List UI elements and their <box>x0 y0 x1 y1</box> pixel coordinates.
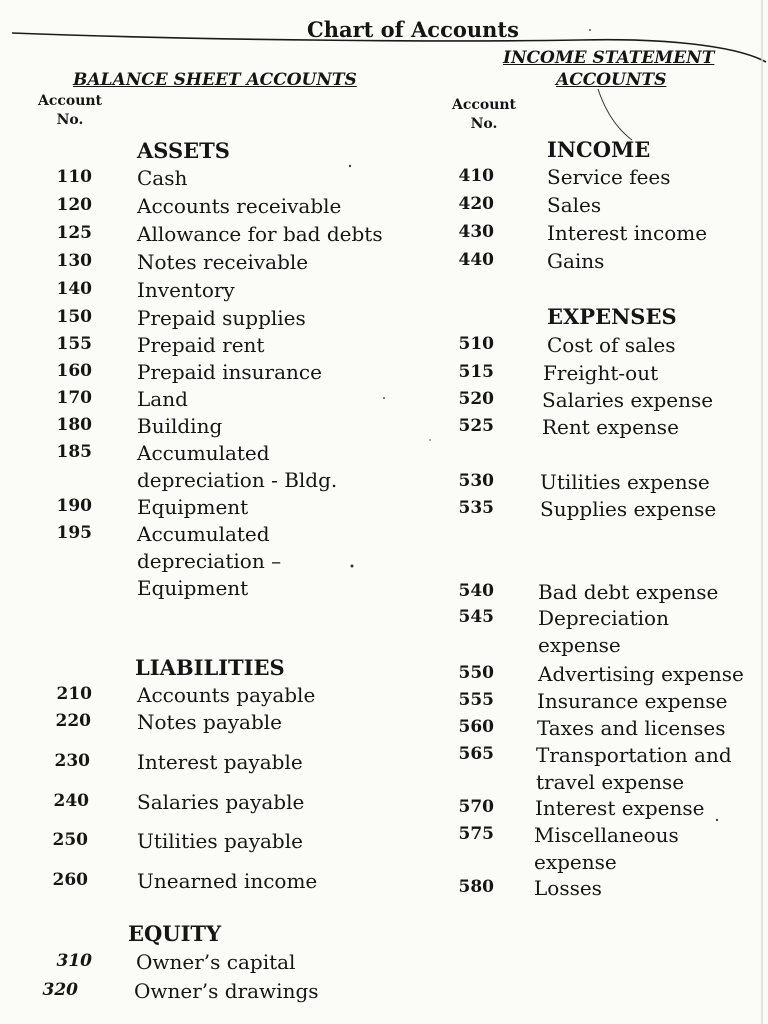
account-name: Prepaid supplies <box>137 306 306 330</box>
account-name: Cash <box>137 166 188 190</box>
account-name: Notes receivable <box>137 250 309 274</box>
section-heading-assets: ASSETS <box>137 138 230 163</box>
account-name: expense <box>538 633 621 657</box>
account-name: travel expense <box>536 770 685 794</box>
account-number: 420 <box>458 194 494 214</box>
account-name: Utilities expense <box>540 470 710 494</box>
account-number: 570 <box>458 797 494 817</box>
account-name: depreciation – <box>137 549 282 573</box>
account-number: 125 <box>56 223 92 243</box>
account-name: Owner’s capital <box>136 950 296 974</box>
account-name: Supplies expense <box>540 497 717 521</box>
account-name: Salaries payable <box>137 790 305 814</box>
account-number: 230 <box>54 751 90 771</box>
account-name: Accounts receivable <box>137 194 342 218</box>
account-number: 110 <box>56 167 92 187</box>
account-number: 185 <box>56 442 92 462</box>
account-number: 540 <box>458 581 494 601</box>
account-number: 310 <box>56 951 92 971</box>
account-number: 260 <box>52 870 88 890</box>
account-number: 520 <box>458 389 494 409</box>
account-number: 560 <box>458 717 494 737</box>
account-name: Inventory <box>137 278 235 302</box>
income-statement-heading-line-2: ACCOUNTS <box>556 70 667 90</box>
account-name: Sales <box>547 193 602 217</box>
account-number: 565 <box>458 744 494 764</box>
account-header-line: Account <box>451 97 517 113</box>
account-number: 550 <box>458 663 494 683</box>
account-number: 140 <box>56 279 92 299</box>
account-number: 535 <box>458 498 494 518</box>
account-number: 575 <box>458 824 494 844</box>
account-number: 440 <box>458 250 494 270</box>
account-number: 160 <box>56 361 92 381</box>
account-number: 240 <box>53 791 89 811</box>
account-header-line: Account <box>37 93 103 109</box>
account-name: Prepaid rent <box>137 333 265 357</box>
account-number: 410 <box>458 166 494 186</box>
account-name: Rent expense <box>542 415 679 439</box>
account-number: 150 <box>56 307 92 327</box>
section-heading-expenses: EXPENSES <box>547 304 677 329</box>
account-name: expense <box>534 850 617 874</box>
account-name: Prepaid insurance <box>137 360 322 384</box>
account-name: Losses <box>534 876 602 900</box>
account-number: 120 <box>56 195 92 215</box>
account-name: Taxes and licenses <box>537 716 726 740</box>
account-number: 155 <box>56 334 92 354</box>
income-statement-account-no-header <box>444 96 524 134</box>
no-header-line: No. <box>56 112 84 128</box>
section-heading-income: INCOME <box>547 137 651 162</box>
account-name: Accumulated <box>137 441 270 465</box>
account-number: 220 <box>55 711 91 731</box>
account-name: Land <box>137 387 188 411</box>
account-name: Notes payable <box>137 710 283 734</box>
account-number: 525 <box>458 416 494 436</box>
account-name: Bad debt expense <box>538 580 719 604</box>
account-name: Unearned income <box>137 869 318 893</box>
account-number: 580 <box>458 877 494 897</box>
account-name: depreciation - Bldg. <box>137 468 338 492</box>
account-number: 530 <box>458 471 494 491</box>
account-number: 545 <box>458 607 494 627</box>
account-name: Cost of sales <box>547 333 676 357</box>
account-number: 210 <box>56 684 92 704</box>
account-number: 195 <box>56 523 92 543</box>
account-number: 170 <box>56 388 92 408</box>
account-name: Accumulated <box>137 522 270 546</box>
account-name: Miscellaneous <box>534 823 679 847</box>
account-number: 515 <box>458 362 494 382</box>
account-number: 180 <box>56 415 92 435</box>
account-name: Owner’s drawings <box>134 979 319 1003</box>
account-name: Equipment <box>137 576 249 600</box>
account-name: Insurance expense <box>537 689 728 713</box>
account-name: Salaries expense <box>542 388 714 412</box>
account-name: Service fees <box>547 165 671 189</box>
account-name: Equipment <box>137 495 249 519</box>
section-heading-equity: EQUITY <box>128 921 222 946</box>
balance-sheet-heading: BALANCE SHEET ACCOUNTS <box>73 70 357 90</box>
account-name: Freight-out <box>543 361 659 385</box>
account-number: 130 <box>56 251 92 271</box>
income-statement-heading-line-1: INCOME STATEMENT <box>503 48 715 68</box>
account-name: Gains <box>547 249 605 273</box>
account-name: Depreciation <box>538 606 669 630</box>
balance-sheet-account-no-header <box>30 92 110 130</box>
account-name: Building <box>137 414 223 438</box>
page-title: Chart of Accounts <box>307 17 519 42</box>
account-name: Transportation and <box>536 743 732 767</box>
account-name: Interest expense <box>535 796 705 820</box>
account-number: 190 <box>56 496 92 516</box>
account-number: 320 <box>42 980 78 1000</box>
account-number: 250 <box>52 830 88 850</box>
no-header-line: No. <box>470 116 498 132</box>
account-name: Interest income <box>547 221 708 245</box>
account-name: Advertising expense <box>538 662 744 686</box>
account-name: Accounts payable <box>137 683 316 707</box>
account-number: 555 <box>458 690 494 710</box>
account-number: 510 <box>458 334 494 354</box>
account-name: Allowance for bad debts <box>137 222 383 246</box>
pen-mark <box>598 89 632 140</box>
account-name: Utilities payable <box>137 829 303 853</box>
account-number: 430 <box>458 222 494 242</box>
account-name: Interest payable <box>137 750 303 774</box>
section-heading-liabilities: LIABILITIES <box>135 655 285 680</box>
